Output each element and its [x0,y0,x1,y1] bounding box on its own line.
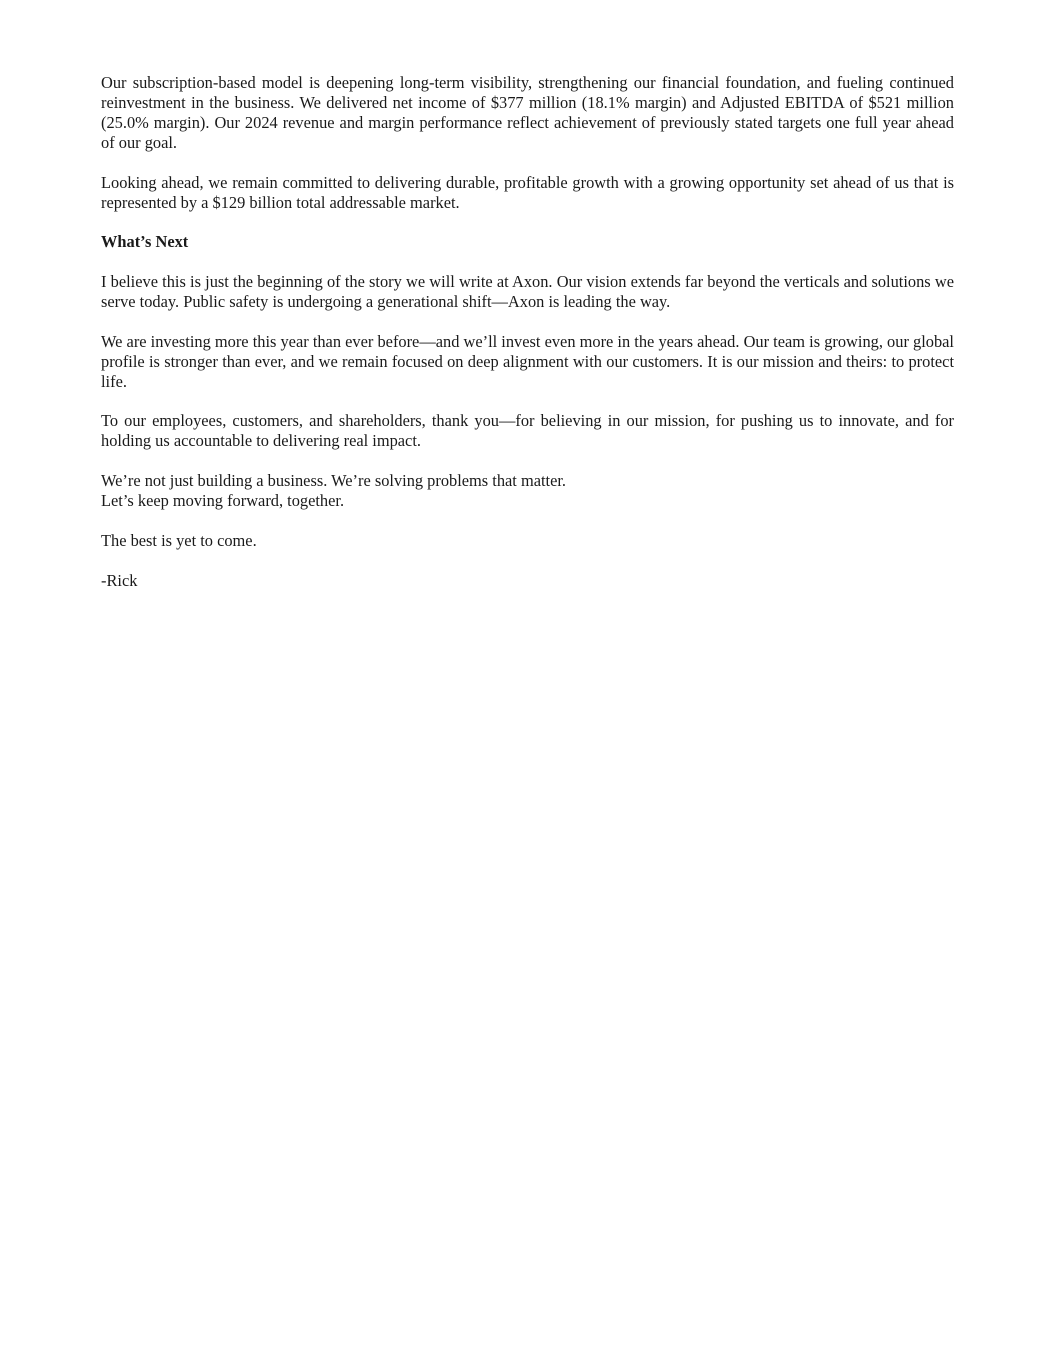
paragraph-solving-problems [101,471,954,511]
paragraph-investing-more: We are investing more this year than ever before—and we’ll invest even more in the years ahead. Our team is growing, our global profile is stronger than ever, and we remain focused on deep alignment with our customers. It is our mission and theirs: to protect life. [101,331,954,391]
document-page [101,73,954,610]
line-keep-moving-forward: Let’s keep moving forward, together. [101,491,345,511]
paragraph-thank-you: To our employees, customers, and shareholders, thank you—for believing in our mission, for pushing us to innovate, and for holding us accountable to delivering real impact. [101,411,954,451]
paragraph-looking-ahead: Looking ahead, we remain committed to delivering durable, profitable growth with a growing opportunity set ahead of us that is represented by a $129 billion total addressable market. [101,172,954,212]
line-not-just-building: We’re not just building a business. We’re solving problems that matter. [101,471,567,491]
signature: -Rick [101,570,138,590]
section-heading-whats-next: What’s Next [101,232,189,252]
paragraph-subscription-model: Our subscription-based model is deepening long-term visibility, strengthening our financial foundation, and fueling continued reinvestment in the business. We delivered net income of $377 million (18.1% margin) and Adjusted EBITDA of $521 million (25.0% margin). Our 2024 revenue and margin performance reflect achievement of previously stated targets one full year ahead of our goal. [101,73,954,152]
paragraph-beginning-of-story: I believe this is just the beginning of the story we will write at Axon. Our vision extends far beyond the verticals and solutions we serve today. Public safety is undergoing a generational shift—Axon is leading the way. [101,272,954,312]
paragraph-best-yet-to-come: The best is yet to come. [101,530,257,550]
